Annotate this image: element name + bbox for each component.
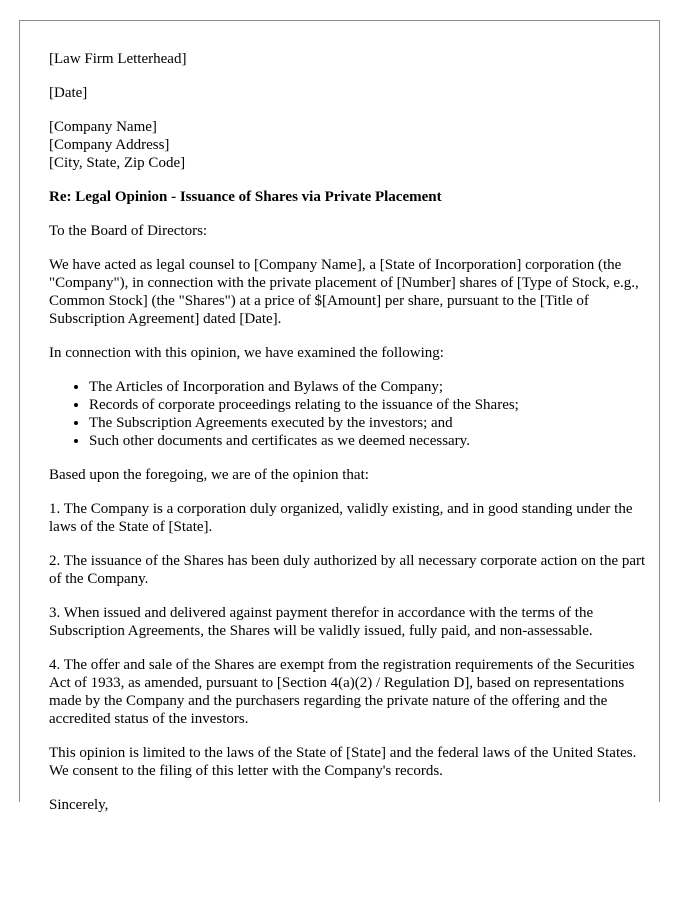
letter-page — [19, 20, 660, 813]
intro-paragraph: We have acted as legal counsel to [Company Name], a [State of Incorporation] corporation (the "Company"), in connection with the private placement of [Number] shares of [Type of Stock, e.g., Common Stock] (the "Shares") at a price of $[Amount] per share, pursuant to the [Title of Subscription Agreement] dated [Date]. — [49, 257, 639, 327]
document-item: • The Articles of Incorporation and Bylaws of the Company; — [89, 378, 649, 396]
opinion-item: 3. When issued and delivered against payment therefor in accordance with the terms of the Subscription Agreements, the Shares will be validly issued, fully paid, and non-assessable. — [49, 605, 594, 639]
recipient-block — [49, 118, 649, 172]
letterhead: [Law Firm Letterhead] — [49, 51, 187, 67]
recipient-address: [Company Address] — [49, 137, 170, 153]
opinion-item: 4. The offer and sale of the Shares are exempt from the registration requirements of the Securities Act of 1933, as amended, pursuant to [Section 4(a)(2) / Regulation D], based on representations made by the Company and the purchasers regarding the private nature of the offering and the accredited status of the investors. — [49, 657, 635, 727]
opinion-intro: Based upon the foregoing, we are of the opinion that: — [49, 467, 369, 483]
opinion-item: 2. The issuance of the Shares has been duly authorized by all necessary corporate action on the part of the Company. — [49, 553, 646, 587]
letter-date: [Date] — [49, 85, 88, 101]
recipient-city: [City, State, Zip Code] — [49, 155, 186, 171]
examined-intro: In connection with this opinion, we have examined the following: — [49, 345, 444, 361]
document-item: • Records of corporate proceedings relating to the issuance of the Shares; — [89, 396, 649, 414]
salutation: To the Board of Directors: — [49, 223, 208, 239]
document-item: • The Subscription Agreements executed by the investors; and — [89, 414, 649, 432]
letter-content — [49, 50, 649, 830]
subject-line: Re: Legal Opinion - Issuance of Shares via Private Placement — [49, 189, 442, 205]
opinion-item: 1. The Company is a corporation duly organized, validly existing, and in good standing under the laws of the State of [State]. — [49, 501, 633, 535]
closing: Sincerely, — [49, 797, 109, 813]
documents-list — [49, 378, 649, 450]
limitation-paragraph: This opinion is limited to the laws of the State of [State] and the federal laws of the United States. We consent to the filing of this letter with the Company's records. — [49, 745, 637, 779]
document-item: • Such other documents and certificates as we deemed necessary. — [89, 432, 649, 450]
recipient-name: [Company Name] — [49, 119, 157, 135]
